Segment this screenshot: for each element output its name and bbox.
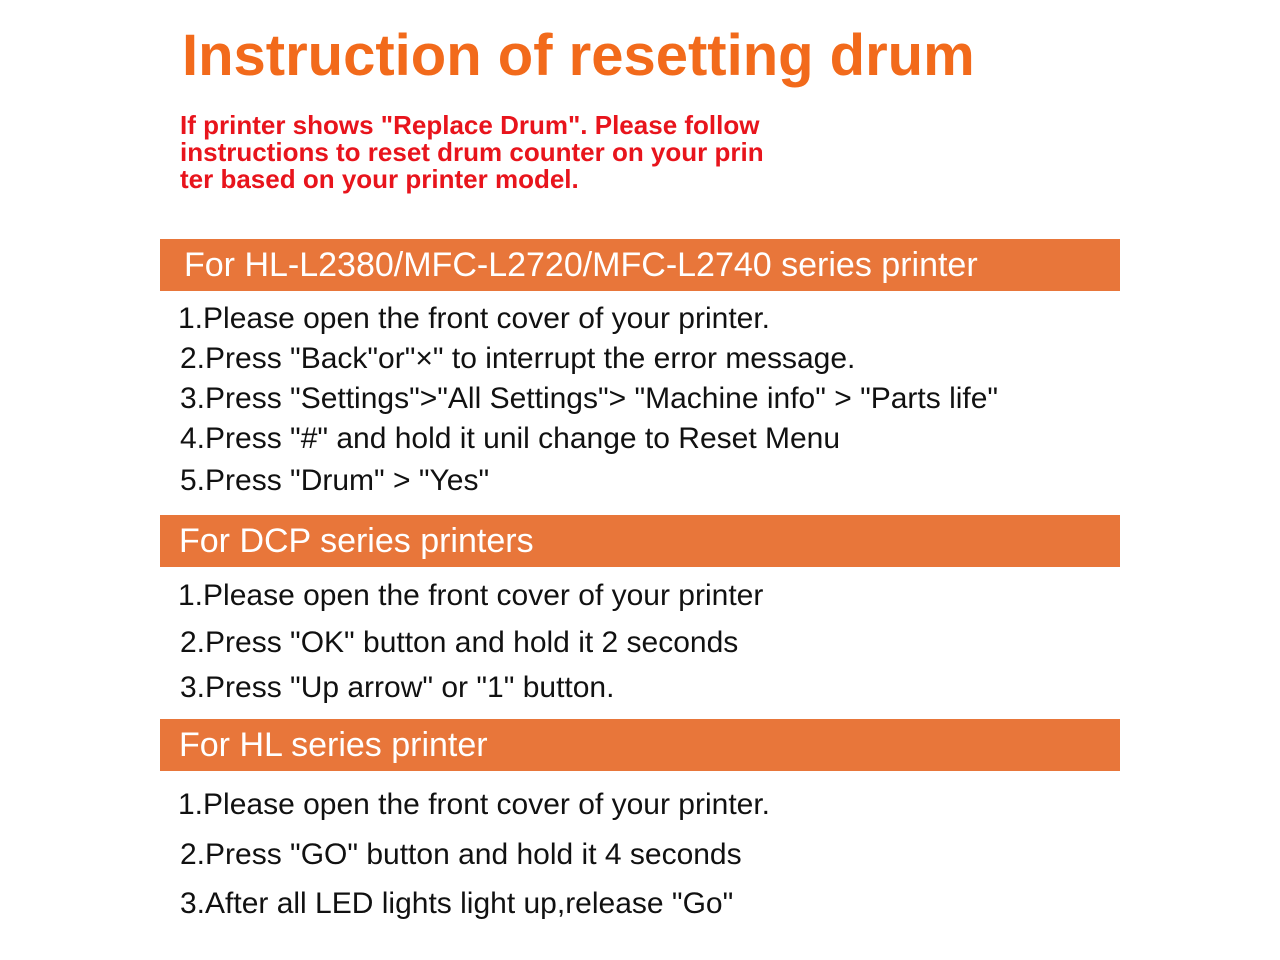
section-heading-hl-l2380: For HL-L2380/MFC-L2720/MFC-L2740 series printer xyxy=(160,239,1120,291)
section-heading-dcp: For DCP series printers xyxy=(160,515,1120,567)
step-item: 4.Press "#" and hold it unil change to Reset Menu xyxy=(180,422,841,455)
step-item: 1.Please open the front cover of your printer xyxy=(178,579,764,612)
page-title: Instruction of resetting drum xyxy=(182,23,975,88)
step-item: 3.After all LED lights light up,release "Go" xyxy=(180,887,734,920)
step-item: 2.Press "Back"or"×" to interrupt the error message. xyxy=(180,342,856,375)
step-item: 1.Please open the front cover of your printer. xyxy=(178,302,771,335)
section-heading-hl: For HL series printer xyxy=(160,719,1120,771)
step-item: 3.Press "Up arrow" or "1" button. xyxy=(180,671,615,704)
intro-line: If printer shows "Replace Drum". Please follow xyxy=(180,110,760,140)
intro-line: instructions to reset drum counter on your prin xyxy=(180,137,764,167)
step-item: 2.Press "GO" button and hold it 4 seconds xyxy=(180,838,742,871)
intro-note xyxy=(180,112,764,193)
step-item: 1.Please open the front cover of your printer. xyxy=(178,788,771,821)
step-item: 2.Press "OK" button and hold it 2 seconds xyxy=(180,626,739,659)
intro-line: ter based on your printer model. xyxy=(180,164,579,194)
step-item: 3.Press "Settings">"All Settings"> "Machine info" > "Parts life" xyxy=(180,382,999,415)
step-item: 5.Press "Drum" > "Yes" xyxy=(180,464,490,497)
